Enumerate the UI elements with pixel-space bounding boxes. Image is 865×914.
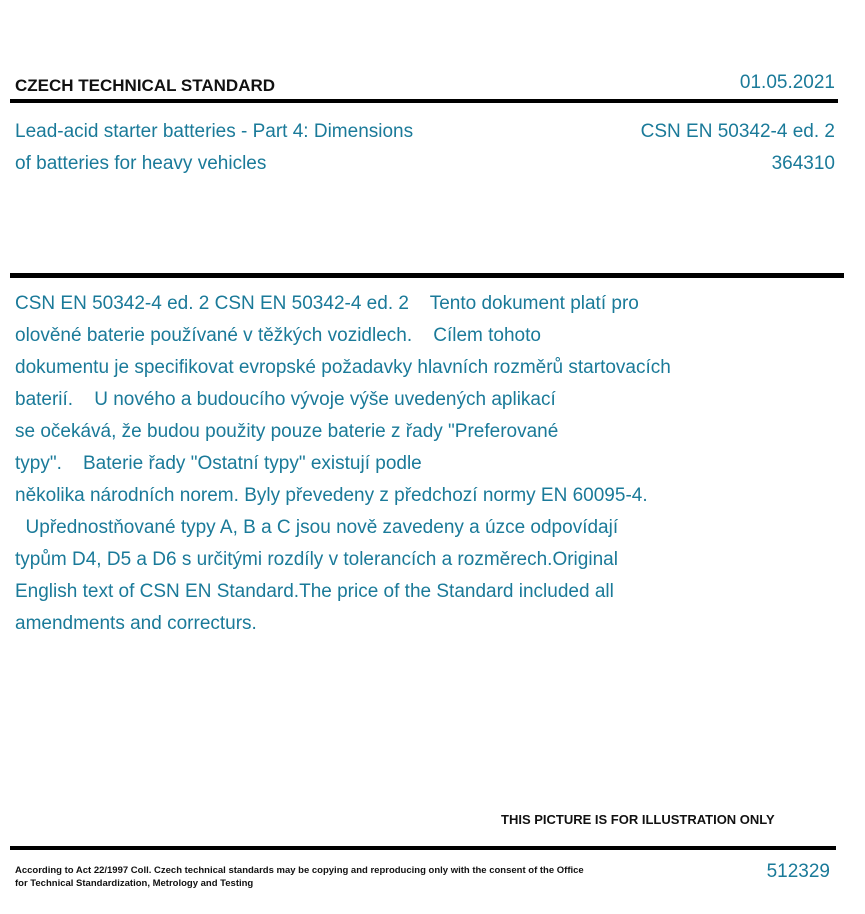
title-line-1: Lead-acid starter batteries - Part 4: Dimensions xyxy=(15,121,414,142)
copyright-note xyxy=(15,864,595,890)
footer-divider xyxy=(10,846,836,850)
abstract-line: English text of CSN EN Standard.The price of the Standard included all xyxy=(15,581,614,602)
abstract-line: se očekává, že budou použity pouze baterie z řady "Preferované xyxy=(15,421,559,442)
standard-title xyxy=(15,116,485,180)
standard-number: CSN EN 50342-4 ed. 2 xyxy=(640,121,835,142)
standard-type-label: CZECH TECHNICAL STANDARD xyxy=(15,76,276,95)
abstract-line: amendments and correcturs. xyxy=(15,613,257,634)
standard-identifiers xyxy=(641,116,835,180)
standard-code: 364310 xyxy=(771,153,835,174)
abstract-line: Upřednostňované typy A, B a C jsou nově zavedeny a úzce odpovídají xyxy=(15,517,619,538)
copyright-line-1: According to Act 22/1997 Coll. Czech technical standards may be copying and reproducing only with the consent of the Office xyxy=(15,865,584,876)
abstract-line: typům D4, D5 a D6 s určitými rozdíly v tolerancích a rozměrech.Original xyxy=(15,549,618,570)
title-line-2: of batteries for heavy vehicles xyxy=(15,153,267,174)
abstract-line: olověné baterie používané v těžkých vozidlech. Cílem tohoto xyxy=(15,325,541,346)
document-id: 512329 xyxy=(766,861,830,882)
copyright-line-2: for Technical Standardization, Metrology and Testing xyxy=(15,878,254,889)
abstract-line: baterií. U nového a budoucího vývoje výše uvedených aplikací xyxy=(15,389,556,410)
header-divider xyxy=(10,99,838,103)
section-divider xyxy=(10,273,844,278)
abstract-line: dokumentu je specifikovat evropské požadavky hlavních rozměrů startovacích xyxy=(15,357,671,378)
publication-date: 01.05.2021 xyxy=(739,72,835,93)
abstract-line: typy". Baterie řady "Ostatní typy" existují podle xyxy=(15,453,422,474)
illustration-disclaimer: THIS PICTURE IS FOR ILLUSTRATION ONLY xyxy=(501,812,775,827)
abstract-text xyxy=(15,288,775,640)
abstract-line: CSN EN 50342-4 ed. 2 CSN EN 50342-4 ed. 2 Tento dokument platí pro xyxy=(15,293,639,314)
abstract-line: několika národních norem. Byly převedeny z předchozí normy EN 60095-4. xyxy=(15,485,648,506)
